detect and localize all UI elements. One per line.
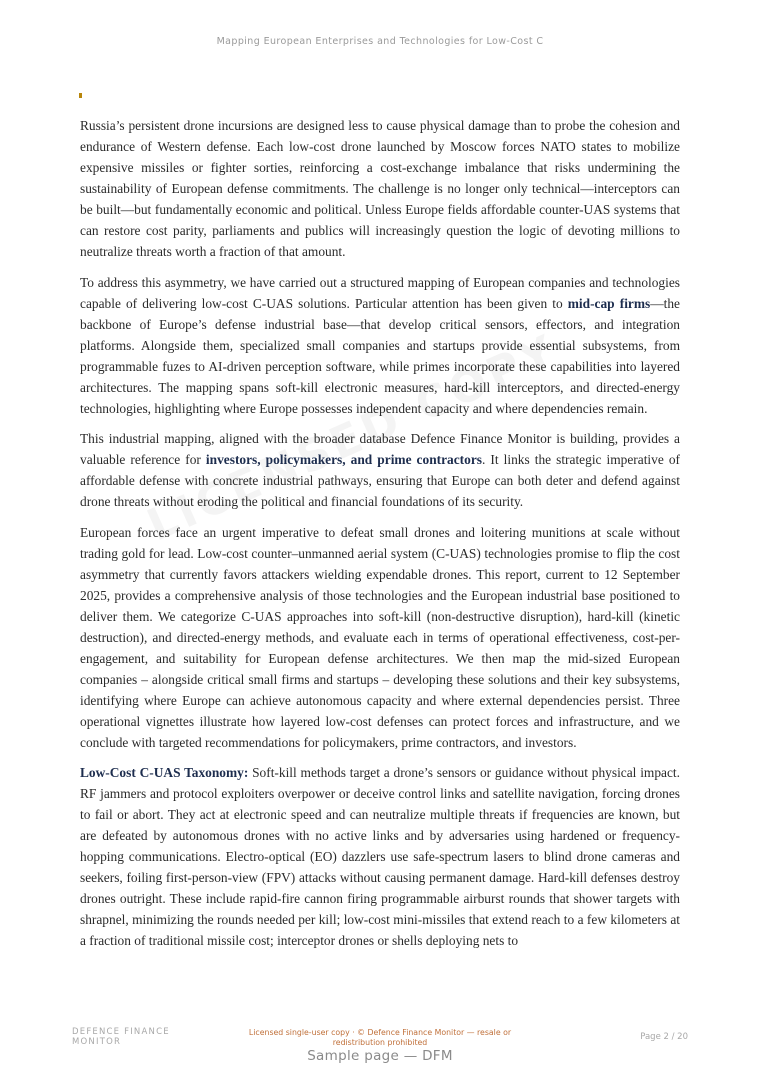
paragraph-1: Russia’s persistent drone incursions are designed less to cause physical damage than to probe the cohesion and endurance of Western defense. Each low-cost drone launched by Moscow forces NATO states to mobilize expensive missiles or fighter sorties, reinforcing a cost-exchange imbalance that risks undermining the sustainability of European defense commitments. The challenge is no longer only technical—interceptors can be built—but fundamentally economic and political. Unless Europe fields affordable counter-UAS systems that can restore cost parity, parliaments and publics will increasingly question the logic of devoting millions to neutralize threats worth a fraction of that amount. [80,118,680,259]
paragraph-5 [80,762,680,951]
footer-brand [72,1027,202,1047]
paragraph-2-text-b: —the backbone of Europe’s defense industrial base—that develop critical sensors, effectors, and integration platforms. Alongside them, specialized small companies and startups provide essential subsystems, from programmable fuzes to AI-driven perception software, while primes incorporate these capabilities into layered architectures. The mapping spans soft-kill electronic measures, hard-kill interceptors, and directed-energy technologies, highlighting where Europe possesses independent capacity and where dependencies remain. [80,295,680,416]
mid-cap-firms-emphasis: mid-cap firms [567,295,651,311]
footer-brand-line-1: DEFENCE FINANCE [72,1027,170,1037]
paragraph-5-text: Soft-kill methods target a drone’s sensors or guidance without physical impact. RF jammers and protocol exploiters overpower or deceive control links and satellite navigation, forcing drones to fail or abort. They act at electronic speed and can neutralize multiple threats if frequencies are known, but are defeated by autonomous drones with no active links and by adversaries using hardened or frequency-hopping communications. Electro-optical (EO) dazzlers use safe-spectrum lasers to blind drone cameras and seekers, foiling first-person-view (FPV) attacks without causing permanent damage. Hard-kill defenses destroy drones outright. These include rapid-fire cannon firing programmable airburst rounds that shower targets with shrapnel, minimizing the rounds needed per kill; low-cost mini-missiles that extend reach to a few kilometers at a fraction of traditional missile cost; interceptor drones or shells deploying nets to [80,765,680,948]
document-body [80,115,680,961]
audience-emphasis: investors, policymakers, and prime contractors [205,452,482,467]
section-marker [79,93,82,98]
paragraph-3-text-a: This industrial mapping, aligned with the broader database Defence Finance Monitor is building, provides a valuable reference for [80,431,680,467]
paragraph-3 [80,428,680,512]
taxonomy-heading: Low-Cost C-UAS Taxonomy: [80,765,249,780]
page-number: Page 2 / 20 [640,1032,688,1042]
paragraph-3-text-b: . It links the strategic imperative of affordable defense with concrete industrial pathways, ensuring that Europe can both deter and defend against drone threats without eroding the political and financial foundations of its security. [80,452,680,509]
footer-license-notice: Licensed single-user copy · © Defence Finance Monitor — resale or redistribution prohibited [248,1028,512,1047]
paragraph-2-text-a: To address this asymmetry, we have carried out a structured mapping of European companies and technologies capable of delivering low-cost C-UAS solutions. Particular attention has been given to [80,274,680,311]
sample-page-label: Sample page — DFM [307,1048,453,1064]
running-header: Mapping European Enterprises and Technologies for Low-Cost C [216,36,544,47]
paragraph-4: European forces face an urgent imperative to defeat small drones and loitering munitions at scale without trading gold for lead. Low-cost counter–unmanned aerial system (C-UAS) technologies promise to flip the cost asymmetry that currently favors attackers wielding expendable drones. This report, current to 12 September 2025, provides a comprehensive analysis of those technologies and the European industrial base positioned to deliver them. We categorize C-UAS approaches into soft-kill (non-destructive disruption), hard-kill (kinetic destruction), and directed-energy methods, and evaluate each in terms of operational effectiveness, cost-per-engagement, and suitability for European defense architectures. We then map the mid-sized European companies – alongside critical small firms and startups – developing these solutions and their key subsystems, identifying where Europe can achieve autonomous capacity and where external dependencies persist. Three operational vignettes illustrate how layered low-cost defenses can protect forces and infrastructure, and we conclude with targeted recommendations for policymakers, prime contractors, and investors. [80,524,680,750]
footer-brand-line-2: MONITOR [72,1037,122,1047]
paragraph-2 [80,272,680,419]
